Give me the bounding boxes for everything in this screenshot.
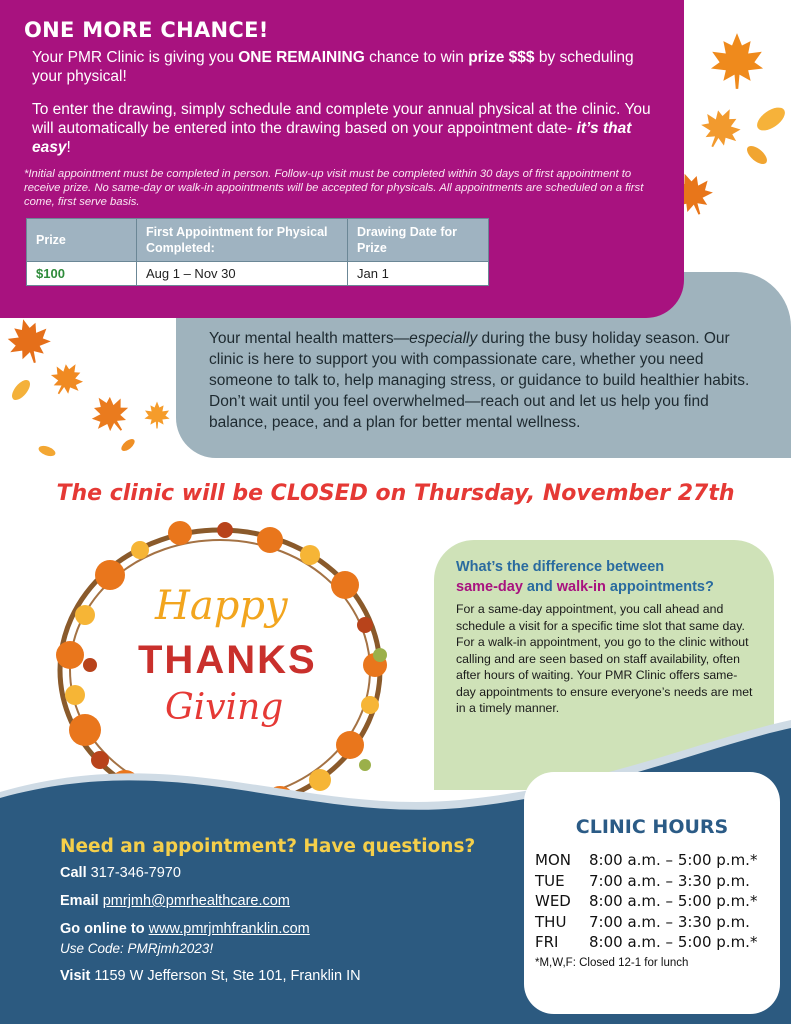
difference-title: What’s the difference between same-day and walk-in appointments? xyxy=(456,559,714,595)
promo-paragraph-1: Your PMR Clinic is giving you ONE REMAINING chance to win prize $$$ by scheduling your physical! xyxy=(32,49,634,85)
difference-body: For a same-day appointment, you call ahead and schedule a visit for a specific time slot that same day. For a walk-in appointment, you go to the clinic without calling and are seen based on staff availability, often after hours of waiting. Your PMR Clinic offers same-day appointments to ensure everyone’s needs are met in a timely manner. xyxy=(456,602,753,715)
hours-row xyxy=(535,912,780,933)
hours-row xyxy=(535,871,780,892)
hours-time: 8:00 a.m. – 5:00 p.m.* xyxy=(589,851,758,869)
hours-day: THU xyxy=(535,912,567,931)
hours-row xyxy=(535,932,780,953)
prize-table-header: Drawing Date for Prize xyxy=(348,219,489,262)
maple-leaf-icon xyxy=(142,400,172,430)
contact-email: Email pmrjmh@pmrhealthcare.com xyxy=(60,893,290,909)
maple-leaf-icon xyxy=(48,360,86,398)
drawing-date: Jan 1 xyxy=(348,262,489,286)
maple-leaf-icon xyxy=(4,316,54,366)
maple-leaf-icon xyxy=(706,30,768,92)
email-link[interactable]: pmrjmh@pmrhealthcare.com xyxy=(102,893,290,909)
happy-text: Happy xyxy=(155,583,288,629)
prize-amount: $100 xyxy=(27,262,137,286)
hours-day: MON xyxy=(535,851,571,869)
use-code: Use Code: PMRjmh2023! xyxy=(60,941,214,956)
hours-time: 8:00 a.m. – 5:00 p.m.* xyxy=(589,892,758,910)
lunch-note: *M,W,F: Closed 12-1 for lunch xyxy=(535,956,689,969)
contact-visit: Visit 1159 W Jefferson St, Ste 101, Franklin IN xyxy=(60,968,361,984)
prize-table-header: Prize xyxy=(27,219,137,262)
clinic-hours-title: CLINIC HOURS xyxy=(575,816,729,838)
giving-text: Giving xyxy=(165,687,284,728)
maple-leaf-icon xyxy=(742,140,772,170)
promo-paragraph-2: To enter the drawing, simply schedule and complete your annual physical at the clinic. You will automatically be entered into the drawing based on your appointment date- it’s that easy! xyxy=(32,101,651,156)
prize-table xyxy=(26,218,489,286)
hours-row xyxy=(535,891,780,912)
maple-leaf-icon xyxy=(6,375,36,405)
website-link[interactable]: www.pmrjmhfranklin.com xyxy=(148,921,310,937)
maple-leaf-icon xyxy=(36,440,58,462)
prize-table-header-row xyxy=(27,219,489,262)
hours-day: FRI xyxy=(535,933,559,951)
contact-call: Call 317-346-7970 xyxy=(60,865,181,881)
hours-row xyxy=(535,850,780,871)
hours-day: TUE xyxy=(535,871,565,890)
maple-leaf-icon xyxy=(698,105,744,151)
address: 1159 W Jefferson St, Ste 101, Franklin IN xyxy=(94,968,361,984)
hours-day: WED xyxy=(535,892,571,910)
phone-number[interactable]: 317-346-7970 xyxy=(90,865,181,881)
hours-time: 7:00 a.m. – 3:30 p.m. xyxy=(589,912,750,931)
maple-leaf-icon xyxy=(88,392,132,436)
maple-leaf-icon xyxy=(118,435,138,455)
promo-banner xyxy=(0,0,684,318)
promo-title: ONE MORE CHANCE! xyxy=(24,18,269,42)
contact-section xyxy=(60,836,475,995)
mental-health-text: Your mental health matters—especially during the busy holiday season. Our clinic is here to support you with compassionate care, whether you need someone to talk to, help managing stress, or guidance to build healthier habits. Don’t wait until you feel overwhelmed—reach out and let us help you find balance, peace, and a plan for better mental wellness. xyxy=(209,330,750,431)
clinic-hours-card xyxy=(524,772,780,1014)
closed-notice: The clinic will be CLOSED on Thursday, November 27th xyxy=(56,481,735,506)
hours-time: 8:00 a.m. – 5:00 p.m.* xyxy=(589,933,758,951)
hours-time: 7:00 a.m. – 3:30 p.m. xyxy=(589,871,750,890)
thanks-text: THANKS xyxy=(138,638,317,682)
promo-fine-print: *Initial appointment must be completed in person. Follow-up visit must be completed within 30 days of first appointment to receive prize. No same-day or walk-in appointments will be accepted for physicals. All appointments are scheduled on a first come, first serve basis. xyxy=(24,168,644,208)
contact-online: Go online to www.pmrjmhfranklin.com Use Code: PMRjmh2023! xyxy=(60,920,475,958)
appointment-window: Aug 1 – Nov 30 xyxy=(137,262,348,286)
table-row xyxy=(27,262,489,286)
maple-leaf-icon xyxy=(752,100,790,138)
prize-table-header: First Appointment for Physical Completed: xyxy=(137,219,348,262)
contact-heading: Need an appointment? Have questions? xyxy=(60,836,476,857)
